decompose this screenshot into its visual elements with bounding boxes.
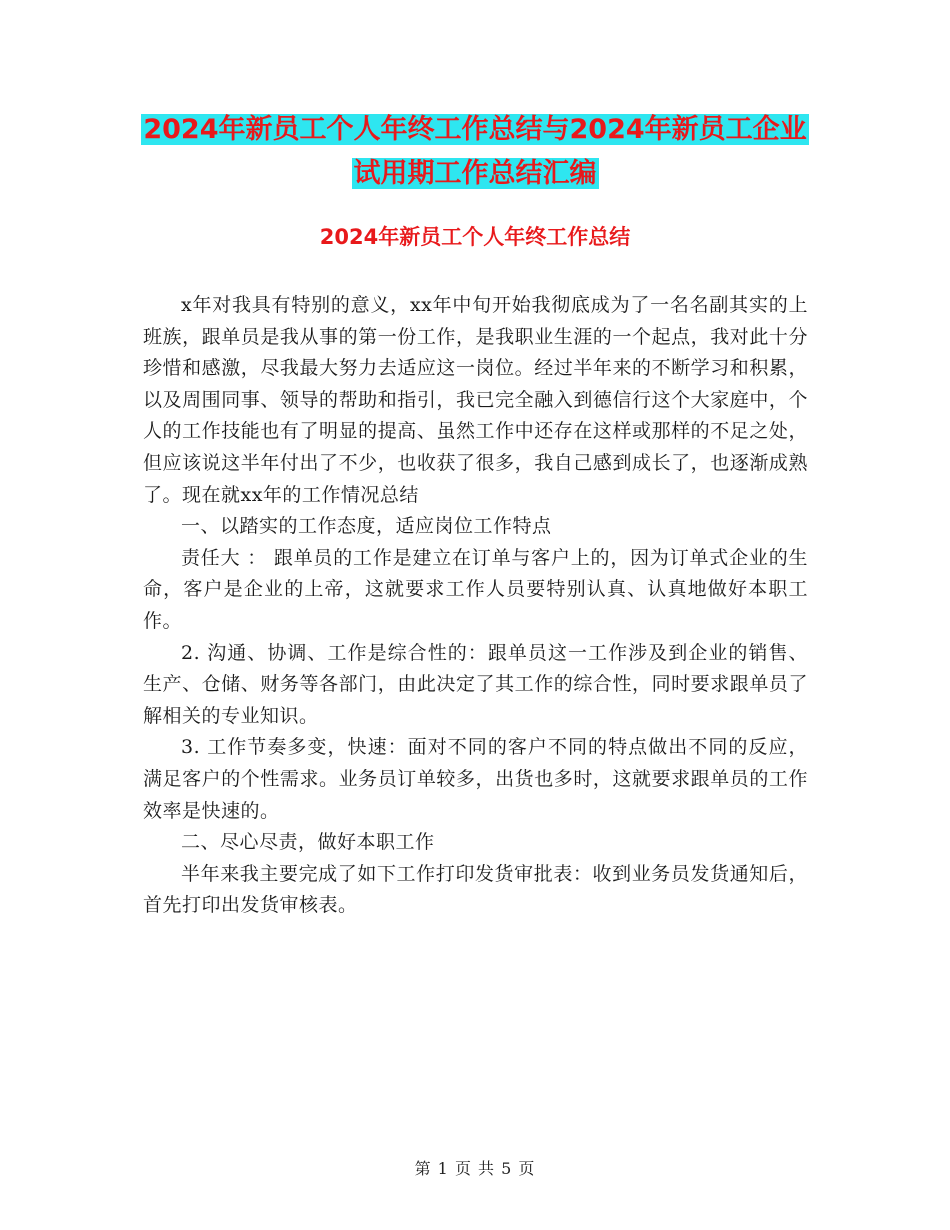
section-title: 2024年新员工个人年终工作总结	[319, 225, 631, 249]
body-text	[143, 290, 808, 922]
paragraph: x年对我具有特别的意义，xx年中旬开始我彻底成为了一名名副其实的上班族，跟单员是我从事的第一份工作，是我职业生涯的一个起点，我对此十分珍惜和感激，尽我最大努力去适应这一岗位。经过半年来的不断学习和积累，以及周围同事、领导的帮助和指引，我已完全融入到德信行这个大家庭中，个人的工作技能也有了明显的提高、虽然工作中还存在这样或那样的不足之处，但应该说这半年付出了不少，也收获了很多，我自己感到成长了，也逐渐成熟了。现在就xx年的工作情况总结	[143, 294, 808, 506]
document-title-line1	[0, 108, 950, 152]
paragraph: 半年来我主要完成了如下工作打印发货审批表：收到业务员发货通知后，首先打印出发货审核表。	[143, 862, 808, 917]
page-footer: 第 1 页 共 5 页	[414, 1159, 536, 1178]
paragraph: 3. 工作节奏多变，快速：面对不同的客户不同的特点做出不同的反应，满足客户的个性需求。业务员订单较多，出货也多时，这就要求跟单员的工作效率是快速的。	[143, 736, 808, 822]
document-title-line2-text: 试用期工作总结汇编	[353, 158, 597, 189]
paragraph: 2. 沟通、协调、工作是综合性的：跟单员这一工作涉及到企业的销售、生产、仓储、财务等各部门，由此决定了其工作的综合性，同时要求跟单员了解相关的专业知识。	[143, 641, 808, 727]
paragraph: 二、尽心尽责，做好本职工作	[181, 831, 435, 854]
document-title-line1-text: 2024年新员工个人年终工作总结与2024年新员工企业	[143, 114, 807, 145]
paragraph: 一、以踏实的工作态度，适应岗位工作特点	[181, 515, 552, 538]
document-title-line2	[0, 152, 950, 196]
paragraph: 责任大 ： 跟单员的工作是建立在订单与客户上的，因为订单式企业的生命，客户是企业的上帝，这就要求工作人员要特别认真、认真地做好本职工作。	[143, 546, 808, 632]
